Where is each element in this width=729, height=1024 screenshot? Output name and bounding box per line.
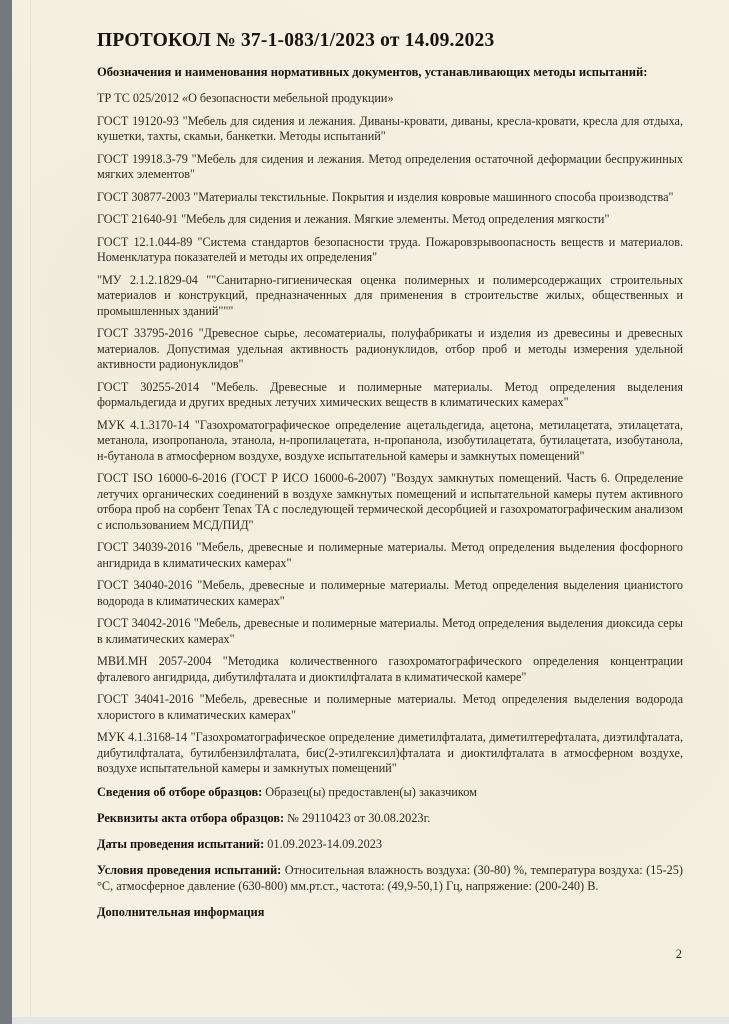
field-sampling-act-details xyxy=(97,810,683,826)
normative-document-item: ГОСТ 33795-2016 "Древесное сырье, лесоматериалы, полуфабрикаты и изделия из древесины и древесных материалов. Допустимая удельная активность радионуклидов, отбор проб и методы измерения удельной активности радионуклидов" xyxy=(97,326,683,371)
section-heading: Обозначения и наименования нормативных документов, устанавливающих методы испытаний: xyxy=(97,65,648,79)
normative-document-item: ГОСТ 30255-2014 "Мебель. Древесные и полимерные материалы. Метод определения выделения формальдегида и других вредных летучих химических веществ в климатических камерах" xyxy=(97,379,683,409)
normative-document-item: ГОСТ ISO 16000-6-2016 (ГОСТ Р ИСО 16000-6-2007) "Воздух замкнутых помещений. Часть 6. Определение летучих органических соединений в воздухе замкнутых помещений и испытательной камеры путем активного отбора проб на сорбент Tenax TA с последующей термической десорбцией и газохроматографическим анализом с использованием МСД/ПИД" xyxy=(97,471,683,532)
field-sample-selection-info xyxy=(97,784,683,800)
normative-document-item: ГОСТ 12.1.044-89 "Система стандартов безопасности труда. Пожаровзрывоопасность веществ и материалов. Номенклатура показателей и методы их определения" xyxy=(97,234,683,264)
normative-document-item: ГОСТ 34039-2016 "Мебель, древесные и полимерные материалы. Метод определения выделения фосфорного ангидрида в климатических камерах" xyxy=(97,540,683,570)
normative-document-item: ГОСТ 34040-2016 "Мебель, древесные и полимерные материалы. Метод определения выделения цианистого водорода в климатических камерах" xyxy=(97,578,683,608)
normative-document-item: МВИ.МН 2057-2004 "Методика количественного газохроматографического определения концентрации фталевого ангидрида, дибутилфталата и диоктилфталата в климатической камере" xyxy=(97,654,683,684)
field-value: Относительная влажность воздуха: (30-80) %, температура воздуха: (15-25) °С, атмосферное давление (630-800) мм.рт.ст., частота: (49,9-50,1) Гц, напряжение: (200-240) В. xyxy=(97,862,684,893)
field-test-conditions xyxy=(97,862,683,894)
field-label: Дополнительная информация xyxy=(97,904,265,919)
field-test-dates xyxy=(97,836,683,852)
normative-document-item: ГОСТ 21640-91 "Мебель для сидения и лежания. Мягкие элементы. Метод определения мягкости" xyxy=(97,212,610,226)
normative-document-item: "МУ 2.1.2.1829-04 ""Санитарно-гигиеническая оценка полимерных и полимерсодержащих строительных материалов и конструкций, предназначенных для применения в строительстве жилых, общественных и промышленных зданий""" xyxy=(97,272,683,318)
field-additional-info xyxy=(97,904,683,920)
normative-document-item: МУК 4.1.3170-14 "Газохроматографическое определение ацетальдегида, ацетона, метилацетата, этилацетата, метанола, изопропанола, этанола, н-пропилацетата, н-пропанола, изобутилацетата, бутилацетата, изобутанола, н-бутанола в атмосферном воздухе, воздухе испытательной камеры и замкнутых помещений" xyxy=(97,417,683,463)
field-value: 01.09.2023-14.09.2023 xyxy=(267,836,383,851)
field-label: Условия проведения испытаний: xyxy=(97,862,282,877)
normative-document-item: ГОСТ 19120-93 "Мебель для сидения и лежания. Диваны-кровати, диваны, кресла-кровати, кресла для отдыха, кушетки, тахты, скамьи, банкетки. Методы испытаний" xyxy=(97,113,683,143)
normative-document-item: ГОСТ 19918.3-79 "Мебель для сидения и лежания. Метод определения остаточной деформации беспружинных мягких элементов" xyxy=(97,151,683,181)
scanner-edge-bottom xyxy=(12,1017,729,1024)
field-value: № 29110423 от 30.08.2023г. xyxy=(287,810,431,825)
normative-document-item: МУК 4.1.3168-14 "Газохроматографическое определение диметилфталата, диметилтерефталата, диэтилфталата, дибутилфталата, бутилбензилфталата, бис(2-этилгексил)фталата и диоктилфталата в атмосферном воздухе, воздухе испытательной камеры и замкнутых помещений" xyxy=(97,730,683,775)
field-value: Образец(ы) предоставлен(ы) заказчиком xyxy=(265,784,477,799)
field-label: Реквизиты акта отбора образцов: xyxy=(97,810,285,825)
page-number: 2 xyxy=(675,947,682,961)
field-label: Даты проведения испытаний: xyxy=(97,836,265,851)
normative-document-item: ТР ТС 025/2012 «О безопасности мебельной продукции» xyxy=(97,91,394,105)
normative-document-item: ГОСТ 30877-2003 "Материалы текстильные. Покрытия и изделия ковровые машинного способа производства" xyxy=(97,189,674,204)
field-label: Сведения об отборе образцов: xyxy=(97,784,263,799)
normative-document-item: ГОСТ 34042-2016 "Мебель, древесные и полимерные материалы. Метод определения выделения диоксида серы в климатических камерах" xyxy=(97,616,683,646)
page-title: ПРОТОКОЛ № 37-1-083/1/2023 от 14.09.2023 xyxy=(97,30,495,51)
document-page xyxy=(12,0,729,1017)
paper-fold-line xyxy=(30,0,31,1017)
normative-document-item: ГОСТ 34041-2016 "Мебель, древесные и полимерные материалы. Метод определения выделения водорода хлористого в климатических камерах" xyxy=(97,692,683,722)
